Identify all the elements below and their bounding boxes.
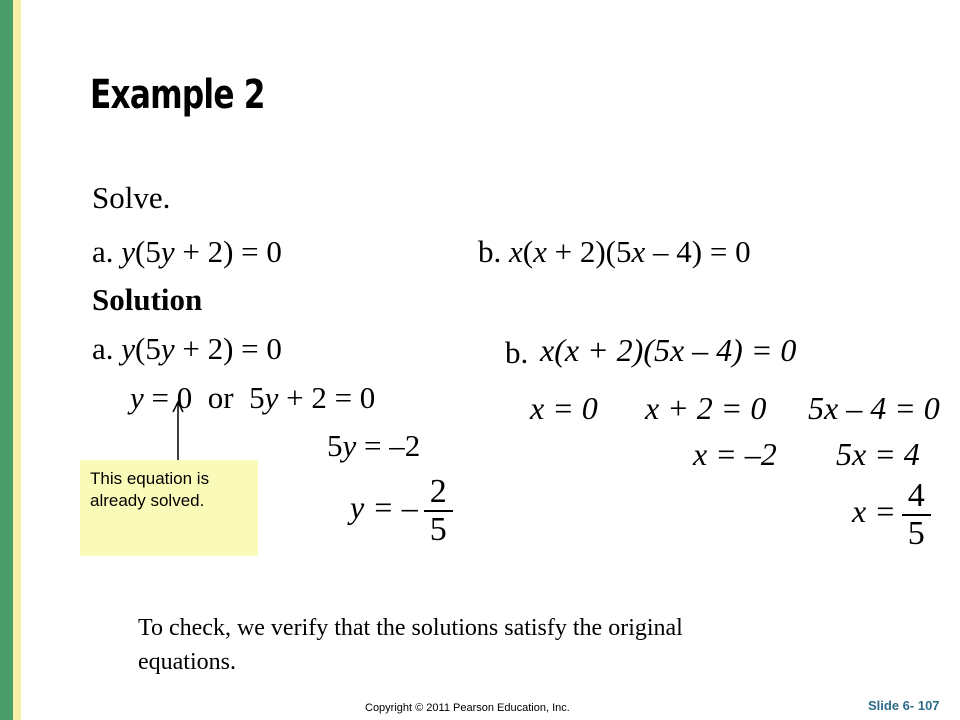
sol-a-line2-var: y bbox=[130, 380, 144, 415]
sol-b-case3-step: 5x = 4 bbox=[836, 436, 920, 472]
sol-a-line3-var: y bbox=[342, 428, 357, 463]
problem-b bbox=[478, 236, 751, 267]
sol-b-result-lhs: x = bbox=[852, 493, 896, 530]
sol-a-var: y bbox=[121, 331, 136, 366]
problem-a-tail: + 2) = 0 bbox=[174, 234, 282, 269]
sol-a-line1 bbox=[92, 333, 282, 364]
sol-a-line2-var2: y bbox=[264, 380, 279, 415]
sol-a-line4 bbox=[350, 474, 453, 547]
left-accent-bar bbox=[0, 0, 13, 720]
problem-a bbox=[92, 236, 282, 267]
sol-b-fraction bbox=[902, 478, 931, 551]
problem-b-var2: x bbox=[533, 234, 547, 269]
problem-b-p2: + 2)(5 bbox=[546, 234, 632, 269]
arrow-up-icon bbox=[172, 400, 184, 462]
sol-a-line2-eq0: = 0 or 5 bbox=[143, 380, 265, 415]
sol-a-line2-tail: + 2 = 0 bbox=[278, 380, 376, 415]
callout-note: This equation is already solved. bbox=[80, 460, 258, 556]
sol-a-line3-lead: 5 bbox=[327, 428, 343, 463]
problem-a-label: a. bbox=[92, 234, 114, 269]
sol-b-case2-result: x = –2 bbox=[693, 436, 777, 472]
problem-a-var2: y bbox=[160, 234, 175, 269]
fraction-denominator: 5 bbox=[429, 510, 447, 548]
left-accent-stripe bbox=[13, 0, 21, 720]
sol-b-case3: 5x – 4 = 0 bbox=[808, 390, 940, 426]
sol-a-fraction bbox=[424, 474, 453, 547]
slide-number: Slide 6- 107 bbox=[868, 698, 940, 713]
solve-label: Solve. bbox=[92, 180, 171, 215]
problem-b-var3: x bbox=[631, 234, 646, 269]
problem-b-label: b. bbox=[478, 234, 502, 269]
solution-label: Solution bbox=[92, 282, 203, 317]
sol-a-line4-lhs: y = – bbox=[350, 489, 418, 526]
sol-b-case3-result bbox=[852, 478, 931, 551]
problem-a-var: y bbox=[121, 234, 136, 269]
sol-a-line2 bbox=[130, 382, 375, 413]
check-text: To check, we verify that the solutions satisfy the original equations. bbox=[138, 615, 683, 675]
slide-title: Example 2 bbox=[90, 72, 265, 118]
sol-b-case2: x + 2 = 0 bbox=[645, 390, 767, 426]
fraction-denominator: 5 bbox=[907, 514, 925, 552]
problem-a-rest: (5 bbox=[135, 234, 161, 269]
sol-a-tail: + 2) = 0 bbox=[174, 331, 282, 366]
problem-b-var: x bbox=[509, 234, 523, 269]
sol-a-label: a. bbox=[92, 331, 114, 366]
sol-b-label: b. bbox=[505, 335, 529, 370]
sol-a-rest: (5 bbox=[135, 331, 161, 366]
fraction-numerator: 4 bbox=[902, 478, 931, 516]
sol-a-var2: y bbox=[160, 331, 175, 366]
sol-a-line3-tail: = –2 bbox=[356, 428, 421, 463]
sol-b-case1: x = 0 bbox=[530, 390, 598, 426]
fraction-numerator: 2 bbox=[424, 474, 453, 512]
copyright: Copyright © 2011 Pearson Education, Inc. bbox=[365, 702, 570, 714]
problem-b-tail: – 4) = 0 bbox=[645, 234, 751, 269]
problem-b-p1: ( bbox=[522, 234, 534, 269]
sol-a-line3 bbox=[327, 430, 420, 461]
sol-b-equation: x(x + 2)(5x – 4) = 0 bbox=[540, 332, 797, 368]
